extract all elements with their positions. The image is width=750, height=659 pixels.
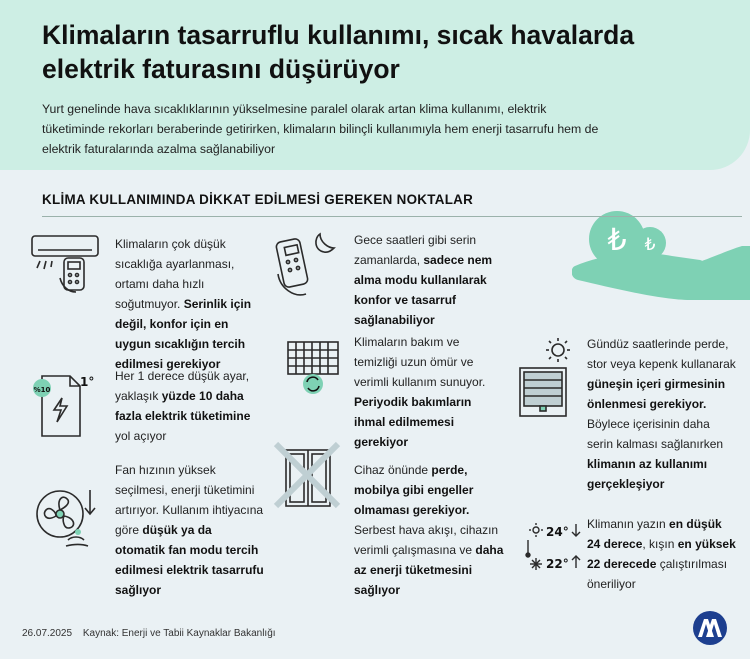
fan-icon	[30, 474, 104, 558]
tip-block-sunlight: Gündüz saatlerinde perde, stor veya kepenk kullanarak güneşin içeri girmesinin önlenmesi gerekiyor. Böylece içerisinin daha serin kalması sağlanırken klimanın az kullanımı gerçekleşiyor	[587, 337, 736, 491]
lead-paragraph: Yurt genelinde hava sıcaklıklarının yükselmesine paralel olarak artan klima kullanımı, elektrik tüketiminde rekorları beraberinde getirirken, klimaların bilinçli kullanımıyla hem enerji tasarrufu hem de elektrik faturalarında azalma sağlanabiliyor	[42, 102, 599, 156]
footer	[22, 628, 284, 639]
section-title: KLİMA KULLANIMINDA DİKKAT EDİLMESİ GEREKEN NOKTALAR	[42, 192, 474, 207]
summer-temperature: 24°	[546, 525, 569, 539]
publish-date: 26.07.2025	[22, 628, 73, 639]
degree-label: 1°	[80, 375, 95, 389]
section-divider	[42, 216, 742, 217]
lira-symbol-small: ₺	[644, 235, 656, 255]
blocked-cabinet-icon	[272, 440, 342, 512]
tip-dehumidify-mode: Gece saatleri gibi serin zamanlarda, sadece nem alma modu kullanılarak konfor ve tasarruf sağlanabiliyor	[354, 233, 493, 327]
tip-low-temperature: Klimaların çok düşük sıcaklığa ayarlanması, ortamı daha hızlı soğutmuyor. Serinlik için değil, konfor için en uygun sıcaklığın tercih edilmesi gerekiyor	[115, 237, 252, 371]
filter-grid-icon	[282, 338, 346, 398]
page-title: Klimaların tasarruflu kullanımı, sıcak havalarda elektrik faturasını düşürüyor	[42, 20, 635, 84]
remote-moon-icon	[272, 228, 338, 302]
tip-recommended-temperature: Klimanın yazın en düşük 24 derece, kışın en yüksek 22 derecede çalıştırılması öneriliyor	[587, 517, 736, 591]
lira-symbol-large: ₺	[607, 223, 627, 258]
percent-label: %10	[33, 386, 51, 394]
tip-no-obstacles: Cihaz önünde perde, mobilya gibi engeller olmaması gerekiyor. Serbest hava akışı, cihazın verimli çalışmasına ve daha az enerji tüketmesini sağlıyor	[354, 463, 504, 597]
source-credit: Kaynak: Enerji ve Tabii Kaynaklar Bakanlığı	[82, 628, 276, 639]
tip-fan-speed: Fan hızının yüksek seçilmesi, enerji tüketimini artırıyor. Kullanım ihtiyacına göre düşük ya da otomatik fan modu tercih edilmesi elektrik tasarrufu sağlıyor	[115, 463, 264, 597]
air-conditioner-remote-icon	[30, 234, 100, 294]
window-blind-sun-icon	[514, 336, 582, 420]
winter-temperature: 22°	[546, 557, 569, 571]
coins-hand-icon	[572, 206, 750, 302]
electricity-bill-icon	[30, 370, 104, 442]
tip-one-degree: Her 1 derece düşük ayar, yaklaşık yüzde 10 daha fazla elektrik tüketimine yol açıyor	[115, 369, 251, 443]
aa-logo-icon	[692, 610, 728, 646]
tip-maintenance: Klimaların bakım ve temizliği uzun ömür ve verimli kullanım sunuyor. Periyodik bakımların ihmal edilmemesi gerekiyor	[354, 335, 486, 449]
thermometer-icon	[524, 520, 584, 576]
